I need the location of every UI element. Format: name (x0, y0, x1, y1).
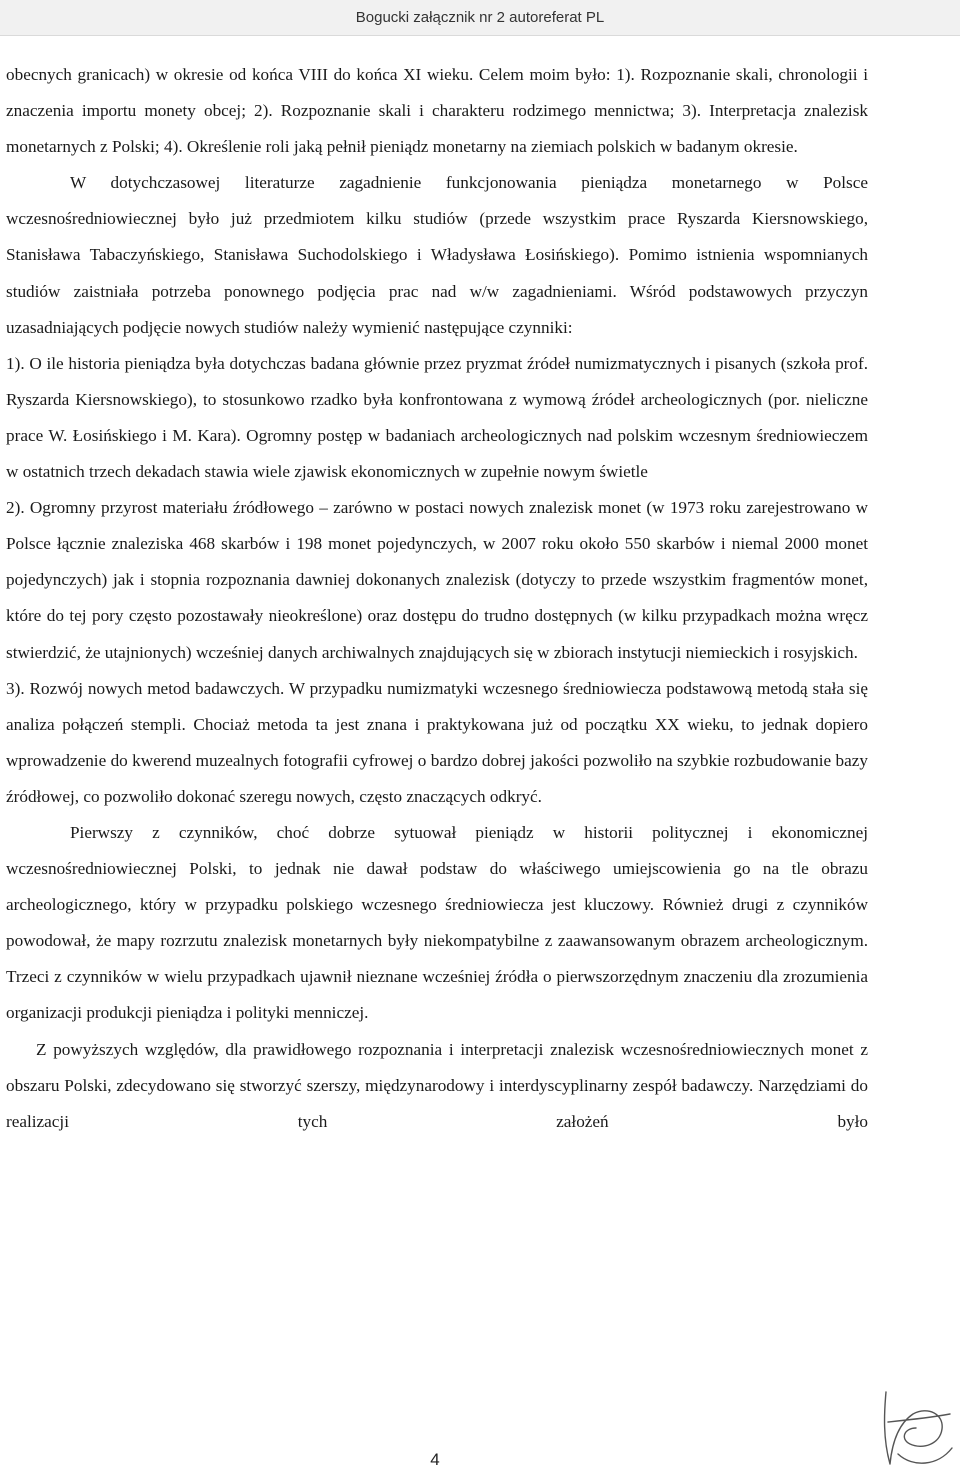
paragraph-factor-3: 3). Rozwój nowych metod badawczych. W przypadku numizmatyki wczesnego średniowiecza podstawową metodą stała się analiza połączeń stempli. Chociaż metoda ta jest znana i praktykowana już od początku XX wieku, to jednak dopiero wprowadzenie do kwerend muzealnych fotografii cyfrowej o bardzo dobrej jakości pozwoliło na szybkie rozbudowanie bazy źródłowej, co pozwoliło dokonać szeregu nowych, często znaczących odkryć. (6, 678, 868, 806)
page-number: 4 (430, 1450, 440, 1469)
paragraph-factor-2: 2). Ogromny przyrost materiału źródłowego – zarówno w postaci nowych znalezisk monet (w 1973 roku zarejestrowano w Polsce łącznie znaleziska 468 skarbów i 198 monet pojedynczych, w 2007 roku około 550 skarbów i niemal 2000 monet pojedynczych) jak i stopnia rozpoznania dawniej dokonanych znalezisk (dotyczy to przede wszystkim fragmentów monet, które do tej pory często pozostawały nieokreślone) oraz dostępu do trudno dostępnych (w kilku przypadkach można wręcz stwierdzić, że utajnionych) wcześniej danych archiwalnych znajdujących się w zbiorach instytucji niemieckich i rosyjskich. (6, 498, 868, 662)
paragraph-conclusion: Z powyższych względów, dla prawidłowego rozpoznania i interpretacji znalezisk wczesnośredniowiecznych monet z obszaru Polski, zdecydowano się stworzyć szerszy, międzynarodowy i interdyscyplinarny zespół badawczy. Narzędziami do realizacji tych założeń było (6, 1039, 868, 1131)
document-title: Bogucki załącznik nr 2 autoreferat PL (355, 9, 605, 26)
handwritten-signature (868, 1384, 958, 1472)
document-body (6, 57, 868, 1140)
paragraph-objectives: obecnych granicach) w okresie od końca VIII do końca XI wieku. Celem moim było: 1). Rozpoznanie skali, chronologii i znaczenia importu monety obcej; 2). Rozpoznanie skali i charakteru rodzimego mennictwa; 3). Interpretacja znalezisk monetarnych z Polski; 4). Określenie roli jaką pełnił pieniądz monetarny na ziemiach polskich w badanym okresie. (6, 65, 868, 157)
paragraph-discussion: Pierwszy z czynników, choć dobrze sytuował pieniądz w historii politycznej i ekonomicznej wczesnośredniowiecznej Polski, to jednak nie dawał podstaw do właściwego umiejscowienia go na tle obrazu archeologicznego, który w przypadku polskiego wczesnego średniowiecza jest kluczowy. Również drugi z czynników powodował, że mapy rozrzutu znalezisk monetarnych były niekompatybilne z zaawansowanym obrazem archeologicznym. Trzeci z czynników w wielu przypadkach ujawnił nieznane wcześniej źródła o pierwszorzędnym znaczeniu dla zrozumienia organizacji produkcji pieniądza i polityki menniczej. (6, 822, 868, 1023)
paragraph-literature: W dotychczasowej literaturze zagadnienie funkcjonowania pieniądza monetarnego w Polsce wczesnośredniowiecznej było już przedmiotem kilku studiów (przede wszystkim prace Ryszarda Kiersnowskiego, Stanisława Tabaczyńskiego, Stanisława Suchodolskiego i Władysława Łosińskiego). Pomimo istnienia wspomnianych studiów zaistniała potrzeba ponownego podjęcia prac nad w/w zagadnieniami. Wśród podstawowych przyczyn uzasadniających podjęcie nowych studiów należy wymienić następujące czynniki: (6, 173, 868, 337)
paragraph-factor-1: 1). O ile historia pieniądza była dotychczas badana głównie przez pryzmat źródeł numizmatycznych i pisanych (szkoła prof. Ryszarda Kiersnowskiego), to stosunkowo rzadko była konfrontowana z wymową źródeł archeologicznych (por. nieliczne prace W. Łosińskiego i M. Kara). Ogromny postęp w badaniach archeologicznych nad polskim wczesnym średniowieczem w ostatnich trzech dekadach stawia wiele zjawisk ekonomicznych w zupełnie nowym świetle (6, 353, 868, 482)
document-header (0, 0, 960, 36)
